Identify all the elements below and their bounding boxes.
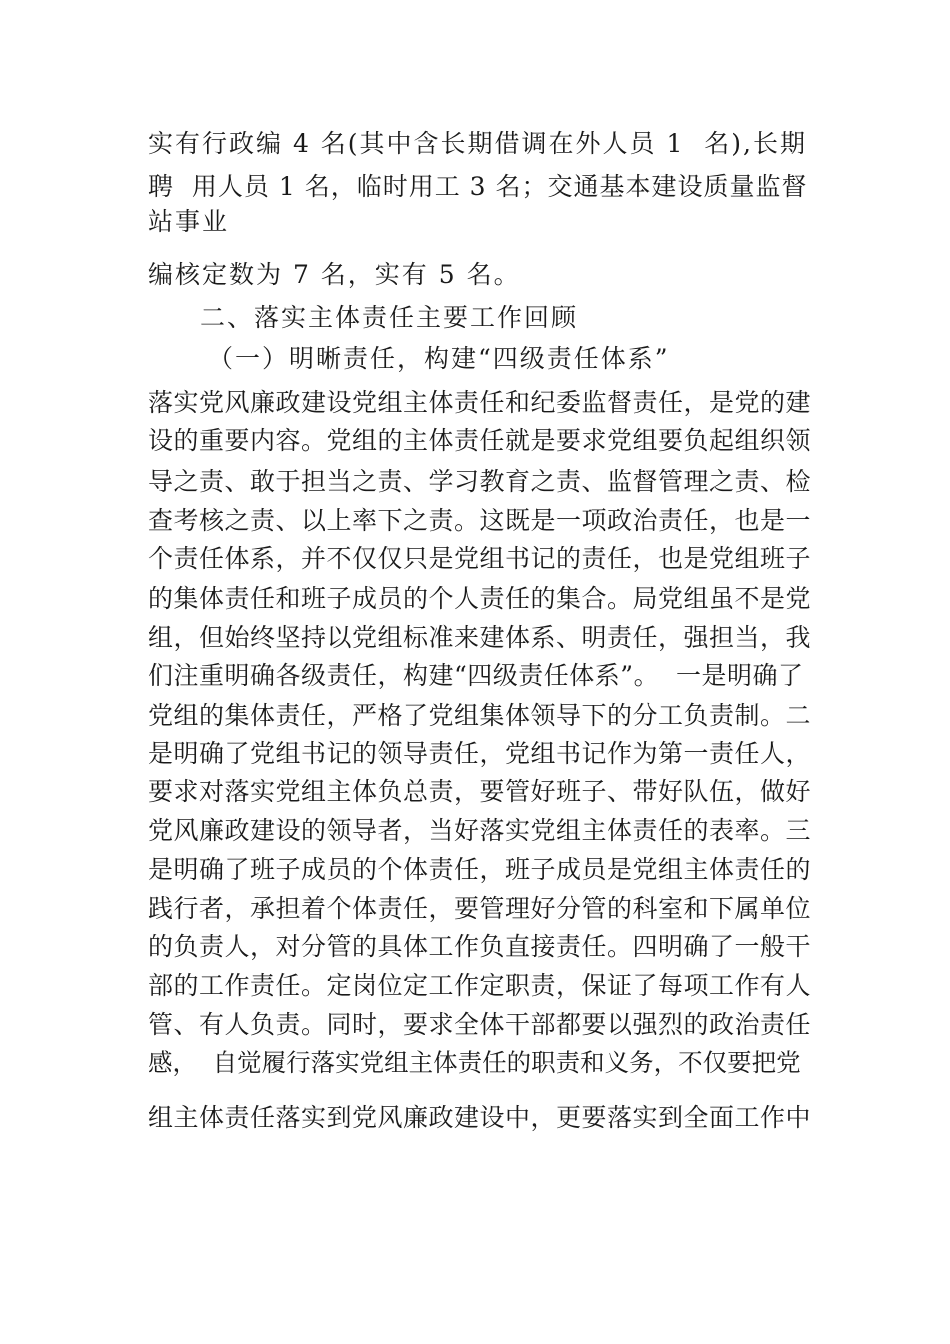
body-text-line: 设的重要内容。党组的主体责任就是要求党组要负起组织领 [148,426,812,455]
body-text-line: 编核定数为 7 名，实有 5 名。 [148,260,521,289]
body-text-line: 践行者，承担着个体责任，要管理好分管的科室和下属单位 [148,894,812,923]
body-text-line: 感， 自觉履行落实党组主体责任的职责和义务，不仅要把党 [148,1048,801,1077]
body-text-line: 要求对落实党组主体负总责，要管好班子、带好队伍，做好 [148,777,812,806]
body-text-line: 党风廉政建设的领导者，当好落实党组主体责任的表率。三 [148,816,812,845]
body-text-line: 是明确了班子成员的个体责任，班子成员是党组主体责任的 [148,855,812,884]
subsection-heading: （一）明晰责任，构建“四级责任体系” [208,344,670,373]
body-text-line: 聘 用人员 1 名，临时用工 3 名；交通基本建设质量监督 [148,172,808,201]
body-text-line: 组主体责任落实到党风廉政建设中，更要落实到全面工作中 [148,1103,812,1132]
body-text-line: 管、有人负责。同时，要求全体干部都要以强烈的政治责任 [148,1010,812,1039]
body-text-line: 的负责人，对分管的具体工作负直接责任。四明确了一般干 [148,932,812,961]
body-text-line: 党组的集体责任，严格了党组集体领导下的分工负责制。二 [148,701,812,730]
body-text-line: 个责任体系，并不仅仅只是党组书记的责任，也是党组班子 [148,544,812,573]
body-text-line: 的集体责任和班子成员的个人责任的集合。局党组虽不是党 [148,584,812,613]
section-heading: 二、落实主体责任主要工作回顾 [200,303,579,332]
body-text-line: 部的工作责任。定岗位定工作定职责，保证了每项工作有人 [148,971,812,1000]
body-text-line: 落实党风廉政建设党组主体责任和纪委监督责任，是党的建 [148,388,812,417]
body-text-line: 是明确了党组书记的领导责任，党组书记作为第一责任人， [148,739,812,768]
body-text-line: 实有行政编 4 名(其中含长期借调在外人员 1 名),长期 [148,129,808,158]
body-text-line: 们注重明确各级责任，构建“四级责任体系”。 一是明确了 [148,661,804,690]
body-text-line: 导之责、敢于担当之责、学习教育之责、监督管理之责、检 [148,467,812,496]
body-text-line: 查考核之责、以上率下之责。这既是一项政治责任，也是一 [148,506,812,535]
body-text-line: 站事业 [148,207,230,236]
body-text-line: 组，但始终坚持以党组标准来建体系、明责任，强担当，我 [148,623,812,652]
